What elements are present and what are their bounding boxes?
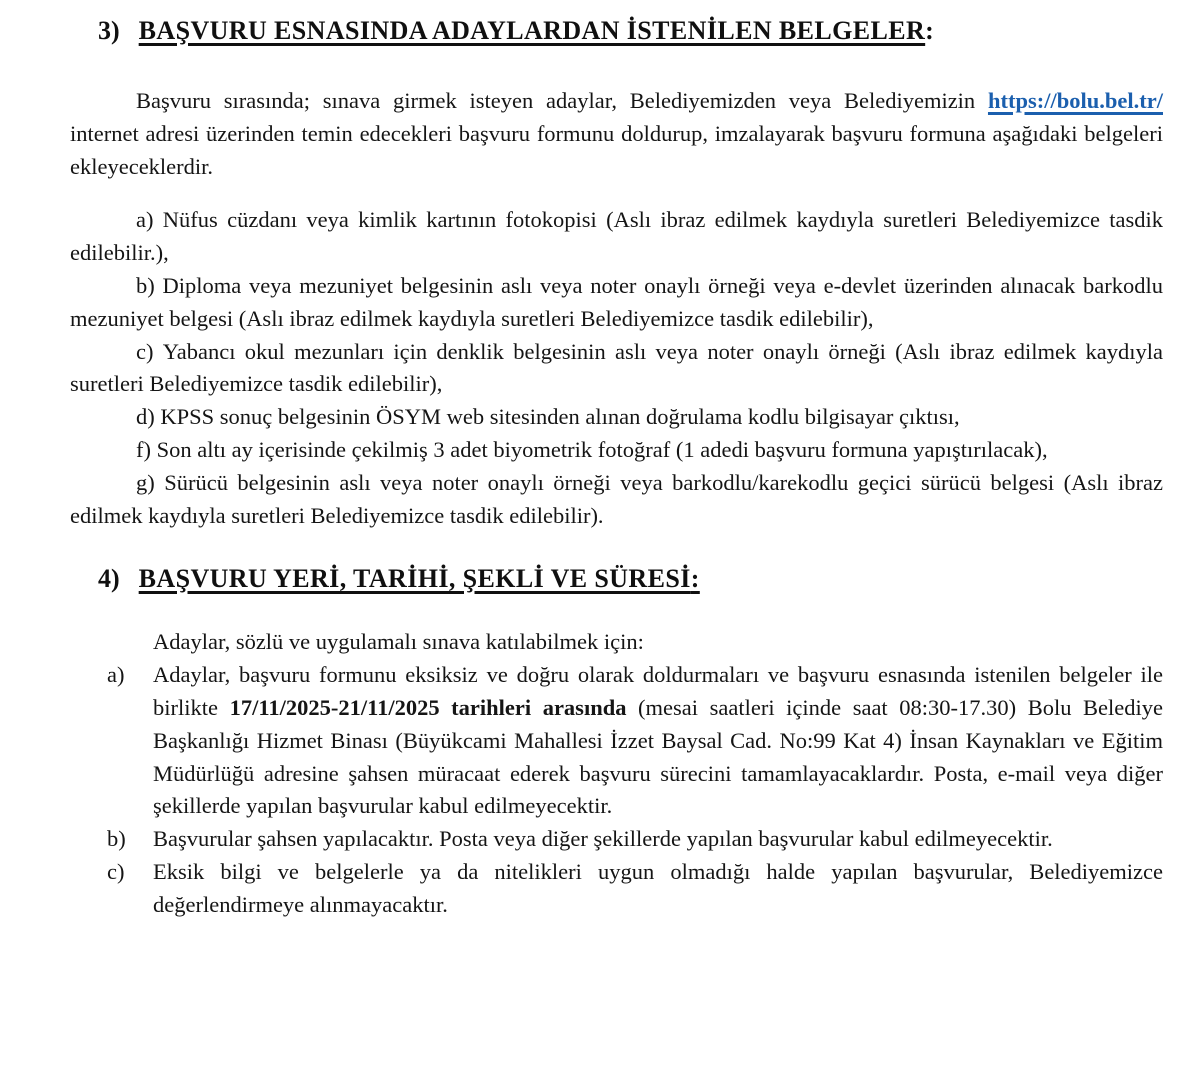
item-text: Nüfus cüzdanı veya kimlik kartının fotokopisi (Aslı ibraz edilmek kaydıyla suretleri Belediyemizce tasdik edilebilir.), <box>70 207 1163 266</box>
document-item-c <box>70 336 1163 402</box>
section3-title: BAŞVURU ESNASINDA ADAYLARDAN İSTENİLEN BELGELER <box>138 16 926 45</box>
rule-item-c <box>70 856 1163 922</box>
rule-text: Başvurular şahsen yapılacaktır. Posta veya diğer şekillerde yapılan başvurular kabul edilmeyecektir. <box>153 826 1053 852</box>
document-item-d <box>70 401 1163 434</box>
item-label: a) <box>107 662 125 688</box>
item-text: KPSS sonuç belgesinin ÖSYM web sitesinden alınan doğrulama kodlu bilgisayar çıktısı, <box>160 404 960 430</box>
section4-intro-line: Adaylar, sözlü ve uygulamalı sınava katılabilmek için: <box>153 629 644 655</box>
item-label: g) <box>136 469 155 495</box>
application-date-range-bold: 17/11/2025-21/11/2025 tarihleri arasında <box>229 694 627 720</box>
section4-title: BAŞVURU YERİ, TARİHİ, ŞEKLİ VE SÜRESİ <box>138 564 691 594</box>
item-label: a) <box>136 207 154 233</box>
section3-colon: : <box>925 16 935 45</box>
section3-intro-paragraph <box>70 85 1163 183</box>
item-label: c) <box>107 858 125 884</box>
document-item-f <box>70 434 1163 467</box>
document-item-b <box>70 270 1163 336</box>
intro-text-before-link: Başvuru sırasında; sınava girmek isteyen adaylar, Belediyemizden veya Belediyemizin <box>136 88 988 113</box>
item-text: Sürücü belgesinin aslı veya noter onaylı örneği veya barkodlu/karekodlu geçici sürücü belgesi (Aslı ibraz edilmek kaydıyla suretleri Belediyemizce tasdik edilebilir). <box>70 469 1163 528</box>
section4-colon: : <box>690 564 700 594</box>
section4-rules-list <box>70 659 1163 921</box>
intro-text-after-link: internet adresi üzerinden temin edecekleri başvuru formunu doldurup, imzalayarak başvuru formuna aşağıdaki belgeleri ekleyeceklerdir. <box>70 120 1163 179</box>
section3-heading <box>70 14 1163 48</box>
section3-number: 3) <box>98 16 120 45</box>
rule-text-after-bold: (mesai saatleri içinde saat 08:30-17.30) Bolu Belediye Başkanlığı Hizmet Binası (Büyükcami Mahallesi İzzet Baysal Cad. No:99 Kat 4) İnsan Kaynakları ve Eğitim Müdürlüğü adresine şahsen müracaat ederek başvuru sürecini tamamlayacaklardır. Posta, e-mail veya diğer şekillerde yapılan başvurular kabul edilmeyecektir. <box>153 694 1164 819</box>
item-label: c) <box>136 338 154 364</box>
bolu-bel-tr-link[interactable]: https://bolu.bel.tr/ <box>987 88 1163 113</box>
item-text: Son altı ay içerisinde çekilmiş 3 adet biyometrik fotoğraf (1 adedi başvuru formuna yapıştırılacak), <box>156 436 1048 462</box>
item-label: b) <box>136 272 155 298</box>
item-text: Yabancı okul mezunları için denklik belgesinin aslı veya noter onaylı örneği (Aslı ibraz edilmek kaydıyla suretleri Belediyemizce tasdik edilebilir), <box>70 338 1164 397</box>
rule-text: Eksik bilgi ve belgelerle ya da nitelikleri uygun olmadığı halde yapılan başvurular, Belediyemizce değerlendirmeye alınmayacaktır. <box>153 858 1163 917</box>
rule-item-b <box>70 823 1163 856</box>
item-label: d) <box>136 404 155 430</box>
section4-number: 4) <box>98 564 120 594</box>
rule-item-a <box>70 659 1163 823</box>
item-label: f) <box>136 436 151 462</box>
rule-text-before-bold: Adaylar, başvuru formunu eksiksiz ve doğru olarak doldurmaları ve başvuru esnasında istenilen belgeler ile birlikte <box>153 662 1163 720</box>
section3-document-list <box>70 204 1163 532</box>
section4-heading <box>70 562 1163 596</box>
item-label: b) <box>107 826 126 852</box>
document-item-a <box>70 204 1163 270</box>
document-item-g <box>70 467 1163 533</box>
item-text: Diploma veya mezuniyet belgesinin aslı veya noter onaylı örneği veya e-devlet üzerinden alınacak barkodlu mezuniyet belgesi (Aslı ibraz edilmek kaydıyla suretleri Belediyemizce tasdik edilebilir), <box>70 272 1164 331</box>
